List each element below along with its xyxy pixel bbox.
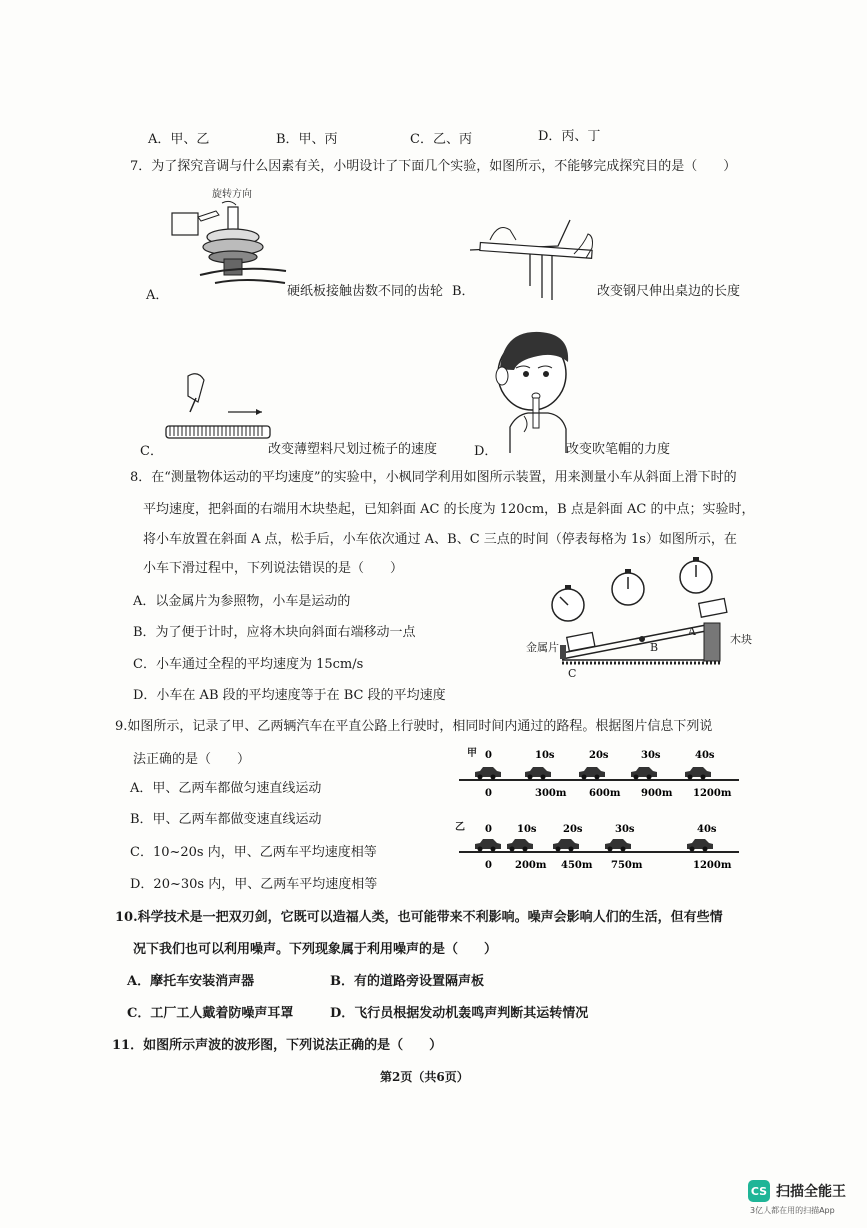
q10-line-1: 10.科学技术是一把双刃剑，它既可以造福人类，也可能带来不利影响。噪声会影响人们的生活，但有些情 [115,910,723,925]
q9-yi-time-2: 20s [563,824,583,835]
q6-option-c: C．乙、丙 [410,132,472,147]
q9-jia-time-3: 30s [641,750,661,761]
camscanner-logo-icon: CS [748,1180,770,1202]
yi-car-1 [507,839,533,852]
q10-option-a: A．摩托车安装消声器 [127,974,255,989]
q10-line-2: 况下我们也可以利用噪声。下列现象属于利用噪声的是（ ） [133,942,498,957]
q7-option-c-caption: 改变薄塑料尺划过梳子的速度 [268,442,438,457]
q8-label-block: 木块 [730,633,752,646]
q8-label-b: B [650,641,659,654]
q9-jia-time-1: 10s [535,750,555,761]
q7-option-d-caption: 改变吹笔帽的力度 [566,442,671,457]
q9-line-2: 法正确的是（ ） [133,752,251,767]
q9-option-a: A．甲、乙两车都做匀速直线运动 [130,781,322,796]
q7-option-c-letter: C． [140,444,163,459]
q9-jia-time-2: 20s [589,750,609,761]
camscanner-brand: 扫描全能王 [776,1184,846,1200]
q7-option-a-caption: 硬纸板接触齿数不同的齿轮 [287,284,444,299]
q10-option-b: B．有的道路旁设置隔声板 [330,974,484,989]
q9-line-1: 9.如图所示，记录了甲、乙两辆汽车在平直公路上行驶时，相同时间内通过的路程。根据图片信息下列说 [115,719,713,734]
q7-option-b-letter: B． [452,284,475,299]
q9-figure-cars [455,740,745,880]
q7-figure-a-label: 旋转方向 [212,189,252,200]
q8-line-1: 8．在“测量物体运动的平均速度”的实验中，小枫同学利用如图所示装置，用来测量小车从斜面上滑下时的 [130,470,737,485]
q6-option-d: D．丙、丁 [538,129,601,144]
q9-option-b: B．甲、乙两车都做变速直线运动 [130,812,322,827]
q7-figure-comb [158,368,278,448]
jia-car-0 [475,767,501,780]
stopwatch-a [680,557,712,593]
q9-yi-dist-4: 1200m [693,860,732,871]
q9-yi-time-0: 0 [485,824,492,835]
q8-option-d: D．小车在 AB 段的平均速度等于在 BC 段的平均速度 [133,688,446,703]
camscanner-tagline: 3亿人都在用的扫描App [750,1206,835,1215]
q9-jia-time-0: 0 [485,750,492,761]
q8-label-a: A [688,625,696,638]
jia-car-2 [579,767,605,780]
q8-option-a: A．以金属片为参照物，小车是运动的 [133,594,351,609]
q9-yi-time-3: 30s [615,824,635,835]
yi-car-4 [687,839,713,852]
jia-car-4 [685,767,711,780]
q9-option-d: D．20~30s 内，甲、乙两车平均速度相等 [130,877,378,892]
yi-car-2 [553,839,579,852]
q9-yi-dist-2: 450m [561,860,593,871]
stopwatch-b [612,569,644,605]
q9-jia-time-4: 40s [695,750,715,761]
q9-jia-dist-1: 300m [535,788,567,799]
jia-car-3 [631,767,657,780]
q9-jia-dist-0: 0 [485,788,492,799]
stopwatch-c [552,585,584,621]
q9-yi-time-1: 10s [517,824,537,835]
q8-option-b: B．为了便于计时，应将木块向斜面右端移动一点 [133,625,416,640]
q6-option-a: A．甲、乙 [148,132,210,147]
q9-jia-dist-3: 900m [641,788,673,799]
q9-jia-dist-4: 1200m [693,788,732,799]
q9-yi-dist-1: 200m [515,860,547,871]
q11-stem: 11．如图所示声波的波形图，下列说法正确的是（ ） [112,1038,443,1053]
q8-line-4: 小车下滑过程中，下列说法错误的是（ ） [143,561,404,576]
q7-figure-ruler [470,210,600,300]
q7-figure-boy [494,328,574,453]
q9-label-jia: 甲 [467,748,477,759]
q8-line-3: 将小车放置在斜面 A 点，松手后，小车依次通过 A、B、C 三点的时间（停表每格为 1s）如图所示，在 [143,532,737,547]
yi-car-3 [605,839,631,852]
jia-car-1 [525,767,551,780]
q7-option-a-letter: A． [146,288,169,303]
q8-label-c: C [568,667,577,680]
q7-stem: 7．为了探究音调与什么因素有关，小明设计了下面几个实验，如图所示，不能够完成探究目的是（ ） [130,159,737,174]
q9-yi-dist-0: 0 [485,860,492,871]
q7-figure-gear [160,185,290,295]
q9-yi-time-4: 40s [697,824,717,835]
q6-option-b: B．甲、丙 [276,132,338,147]
q9-jia-dist-2: 600m [589,788,621,799]
q9-yi-dist-3: 750m [611,860,643,871]
q8-option-c: C．小车通过全程的平均速度为 15cm/s [133,657,364,672]
page-number: 第2页（共6页） [380,1070,469,1084]
q10-option-d: D．飞行员根据发动机轰鸣声判断其运转情况 [330,1006,589,1021]
q7-option-d-letter: D． [474,444,498,459]
q9-label-yi: 乙 [455,822,465,833]
q7-option-b-caption: 改变钢尺伸出桌边的长度 [597,284,741,299]
yi-car-0 [475,839,501,852]
q9-option-c: C．10~20s 内，甲、乙两车平均速度相等 [130,845,377,860]
q8-line-2: 平均速度，把斜面的右端用木块垫起，已知斜面 AC 的长度为 120cm，B 点是斜面 AC 的中点；实验时， [143,502,755,517]
q8-label-metal: 金属片 [526,641,559,654]
q8-figure-incline [520,555,760,685]
q10-option-c: C．工厂工人戴着防噪声耳罩 [127,1006,294,1021]
